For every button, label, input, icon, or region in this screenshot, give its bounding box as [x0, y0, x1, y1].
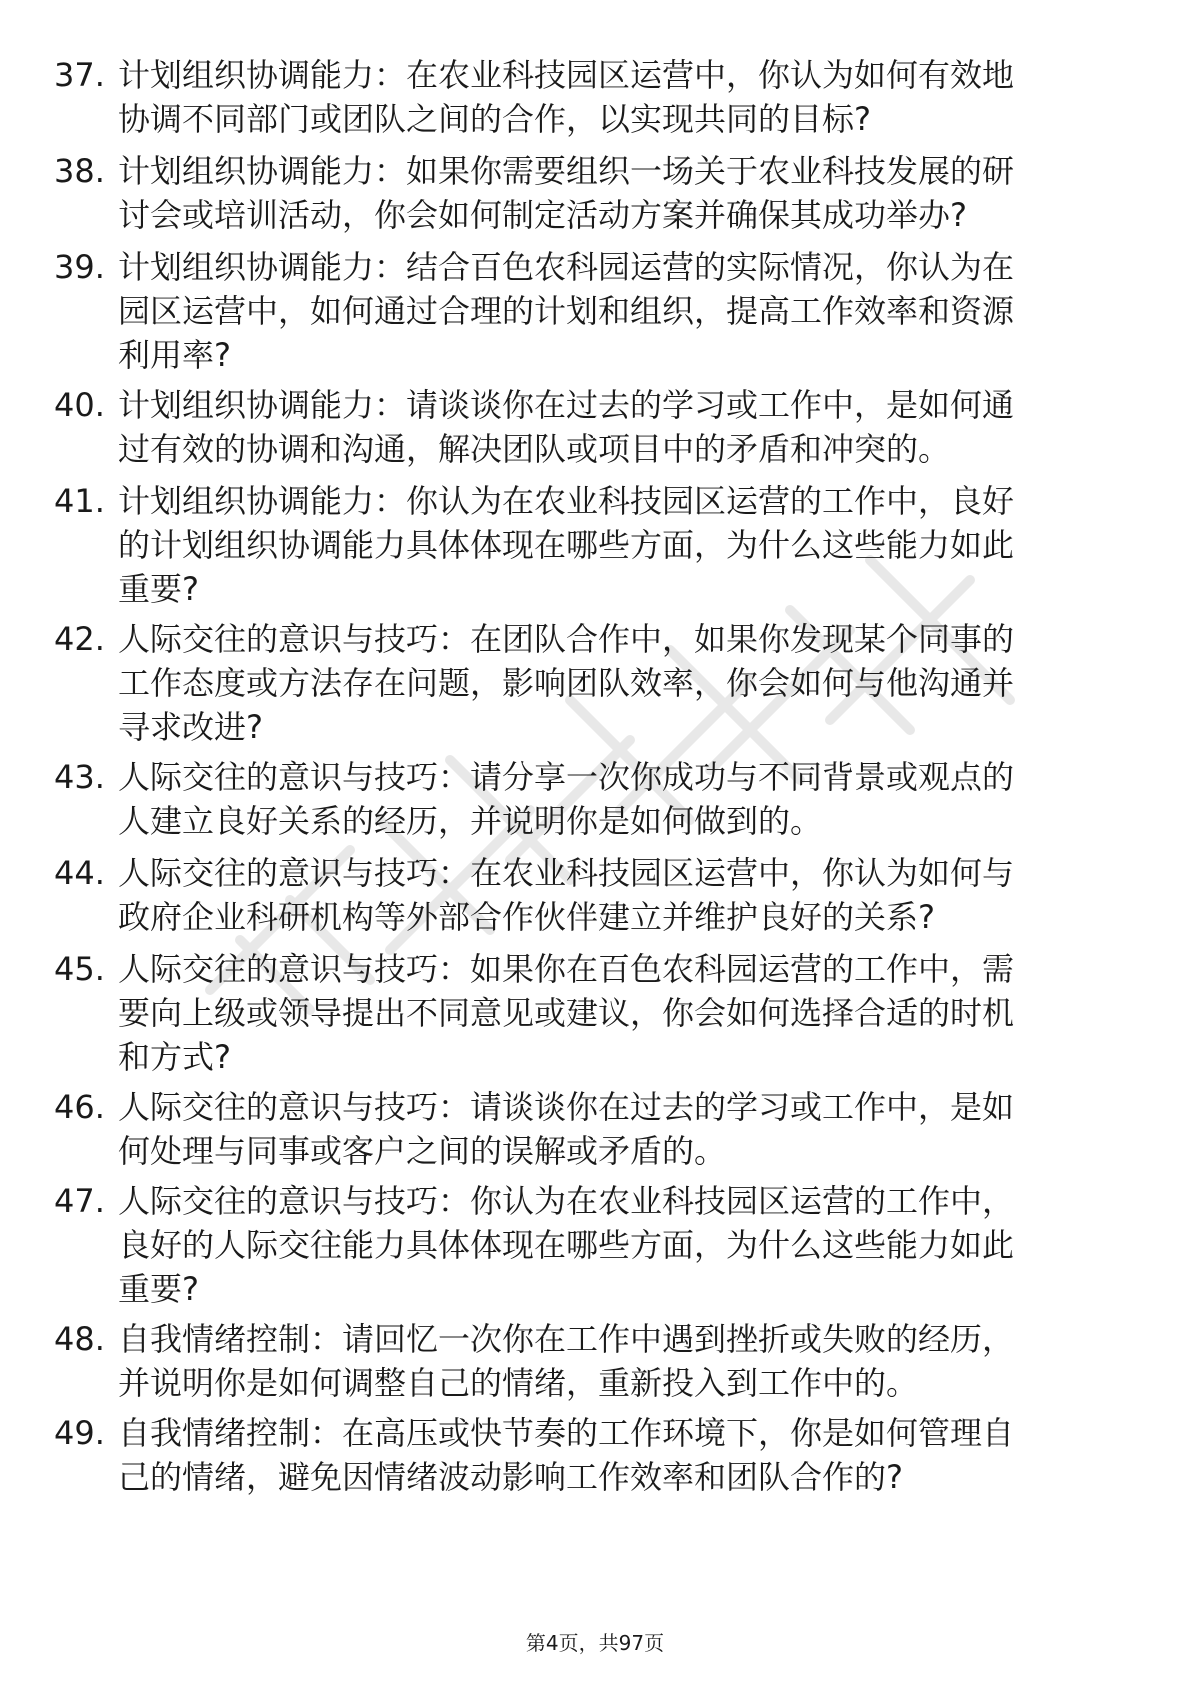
question-text-line: 自我情绪控制：在高压或快节奏的工作环境下，你是如何管理自: [118, 1414, 1015, 1452]
question-text-line: 计划组织协调能力：在农业科技园区运营中，你认为如何有效地: [118, 56, 1015, 94]
question-number: 38.: [54, 152, 105, 190]
question-text-line: 要向上级或领导提出不同意见或建议，你会如何选择合适的时机: [118, 994, 1015, 1032]
question-text-line: 人建立良好关系的经历，并说明你是如何做到的。: [118, 802, 823, 840]
question-number: 40.: [54, 386, 105, 424]
question-text-line: 的计划组织协调能力具体体现在哪些方面，为什么这些能力如此: [118, 526, 1015, 564]
question-number: 43.: [54, 758, 105, 796]
question-text-line: 计划组织协调能力：如果你需要组织一场关于农业科技发展的研: [118, 152, 1015, 190]
question-number: 47.: [54, 1182, 105, 1220]
question-text-line: 讨会或培训活动，你会如何制定活动方案并确保其成功举办?: [118, 196, 967, 234]
question-text-line: 重要?: [118, 1270, 199, 1308]
question-text-line: 人际交往的意识与技巧：请谈谈你在过去的学习或工作中，是如: [118, 1088, 1015, 1126]
question-text-line: 人际交往的意识与技巧：在农业科技园区运营中，你认为如何与: [118, 854, 1015, 892]
question-number: 48.: [54, 1320, 105, 1358]
question-text-line: 计划组织协调能力：请谈谈你在过去的学习或工作中，是如何通: [118, 386, 1015, 424]
question-text-line: 计划组织协调能力：结合百色农科园运营的实际情况，你认为在: [118, 248, 1015, 286]
question-text-line: 重要?: [118, 570, 199, 608]
question-text-line: 政府企业科研机构等外部合作伙伴建立并维护良好的关系?: [118, 898, 935, 936]
question-text-line: 人际交往的意识与技巧：如果你在百色农科园运营的工作中，需: [118, 950, 1015, 988]
question-text-line: 人际交往的意识与技巧：在团队合作中，如果你发现某个同事的: [118, 620, 1015, 658]
question-number: 42.: [54, 620, 105, 658]
question-text-line: 工作态度或方法存在问题，影响团队效率，你会如何与他沟通并: [118, 664, 1015, 702]
question-text-line: 园区运营中，如何通过合理的计划和组织，提高工作效率和资源: [118, 292, 1015, 330]
question-number: 37.: [54, 56, 105, 94]
question-text-line: 和方式?: [118, 1038, 231, 1076]
question-number: 45.: [54, 950, 105, 988]
question-number: 41.: [54, 482, 105, 520]
question-text-line: 协调不同部门或团队之间的合作，以实现共同的目标?: [118, 100, 871, 138]
question-text-line: 自我情绪控制：请回忆一次你在工作中遇到挫折或失败的经历，: [118, 1320, 1015, 1358]
question-text-line: 过有效的协调和沟通，解决团队或项目中的矛盾和冲突的。: [118, 430, 951, 468]
question-text-line: 并说明你是如何调整自己的情绪，重新投入到工作中的。: [118, 1364, 919, 1402]
page-number-label: 第4页，共97页: [525, 1631, 665, 1655]
question-number: 46.: [54, 1088, 105, 1126]
question-text-line: 计划组织协调能力：你认为在农业科技园区运营的工作中，良好: [118, 482, 1015, 520]
question-text-line: 己的情绪，避免因情绪波动影响工作效率和团队合作的?: [118, 1458, 903, 1496]
question-number: 49.: [54, 1414, 105, 1452]
question-text-line: 人际交往的意识与技巧：请分享一次你成功与不同背景或观点的: [118, 758, 1015, 796]
question-text-line: 寻求改进?: [118, 708, 263, 746]
question-number: 39.: [54, 248, 105, 286]
question-text-line: 良好的人际交往能力具体体现在哪些方面，为什么这些能力如此: [118, 1226, 1015, 1264]
question-text-line: 何处理与同事或客户之间的误解或矛盾的。: [118, 1132, 727, 1170]
question-text-line: 人际交往的意识与技巧：你认为在农业科技园区运营的工作中，: [118, 1182, 1015, 1220]
question-text-line: 利用率?: [118, 336, 231, 374]
page-footer: [0, 1630, 1190, 1656]
question-number: 44.: [54, 854, 105, 892]
